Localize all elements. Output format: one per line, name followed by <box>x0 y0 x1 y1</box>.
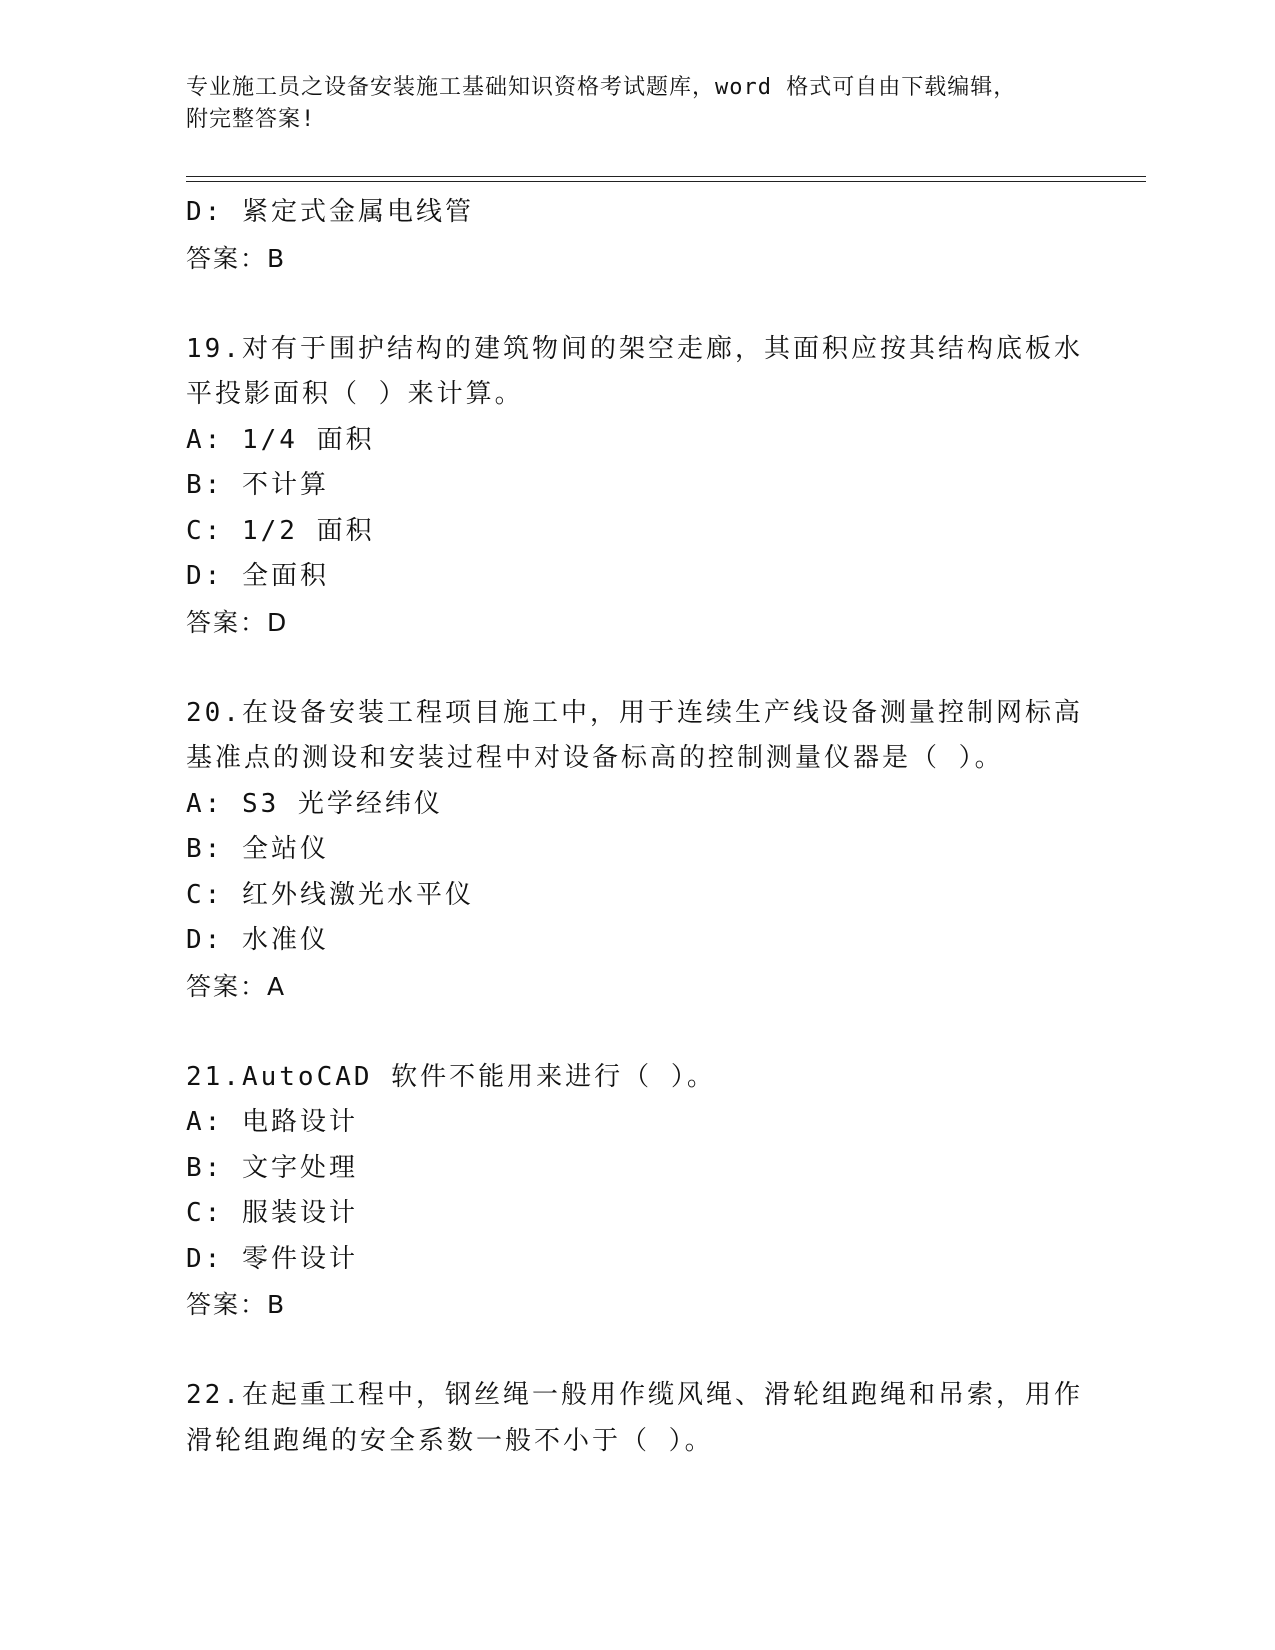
answer-line: 答案：A <box>186 971 287 1001</box>
question-stem-line-2: 基准点的测设和安装过程中对设备标高的控制测量仪器是（ ）。 <box>186 743 1004 773</box>
question-stem-line-1: 19.对有于围护结构的建筑物间的架空走廊，其面积应按其结构底板水 <box>186 333 1083 364</box>
option-a: A: S3 光学经纬仪 <box>186 788 443 819</box>
answer-line: 答案：B <box>186 1290 287 1319</box>
question-20 <box>186 691 1086 1010</box>
question-19 <box>186 327 1086 646</box>
header-divider-bottom <box>186 181 1146 182</box>
option-d: D: 全面积 <box>186 561 329 591</box>
header-line-1: 专业施工员之设备安装施工基础知识资格考试题库，word 格式可自由下载编辑， <box>186 75 1017 100</box>
question-stem-line-1: 22.在起重工程中，钢丝绳一般用作缆风绳、滑轮组跑绳和吊索，用作 <box>186 1380 1083 1410</box>
option-c: C: 红外线激光水平仪 <box>186 879 474 910</box>
question-stem-line-2: 平投影面积（ ）来计算。 <box>186 379 524 409</box>
question-list <box>186 190 1086 1464</box>
option-d: D: 零件设计 <box>186 1243 358 1274</box>
option-a: A: 电路设计 <box>186 1107 358 1137</box>
option-d: D: 水准仪 <box>186 925 329 955</box>
option-b: B: 不计算 <box>186 470 329 500</box>
answer-line: 答案：B <box>186 243 287 273</box>
option-a: A: 1/4 面积 <box>186 424 375 455</box>
option-c: C: 服装设计 <box>186 1198 358 1228</box>
option-b: B: 文字处理 <box>186 1152 358 1183</box>
question-stem-line-1: 20.在设备安装工程项目施工中，用于连续生产线设备测量控制网标高 <box>186 697 1083 728</box>
option-b: B: 全站仪 <box>186 834 329 864</box>
question-stem-line-2: 滑轮组跑绳的安全系数一般不小于（ ）。 <box>186 1425 714 1456</box>
previous-question-continuation <box>186 190 1086 281</box>
question-22 <box>186 1373 1086 1464</box>
question-21 <box>186 1055 1086 1328</box>
option-d: D: 紧定式金属电线管 <box>186 197 474 227</box>
answer-line: 答案：D <box>186 607 289 637</box>
option-c: C: 1/2 面积 <box>186 515 375 546</box>
header-line-2: 附完整答案! <box>186 107 316 132</box>
header-divider-top <box>186 176 1146 177</box>
question-stem-line-1: 21.AutoCAD 软件不能用来进行（ ）。 <box>186 1061 716 1092</box>
document-header <box>186 72 1066 136</box>
